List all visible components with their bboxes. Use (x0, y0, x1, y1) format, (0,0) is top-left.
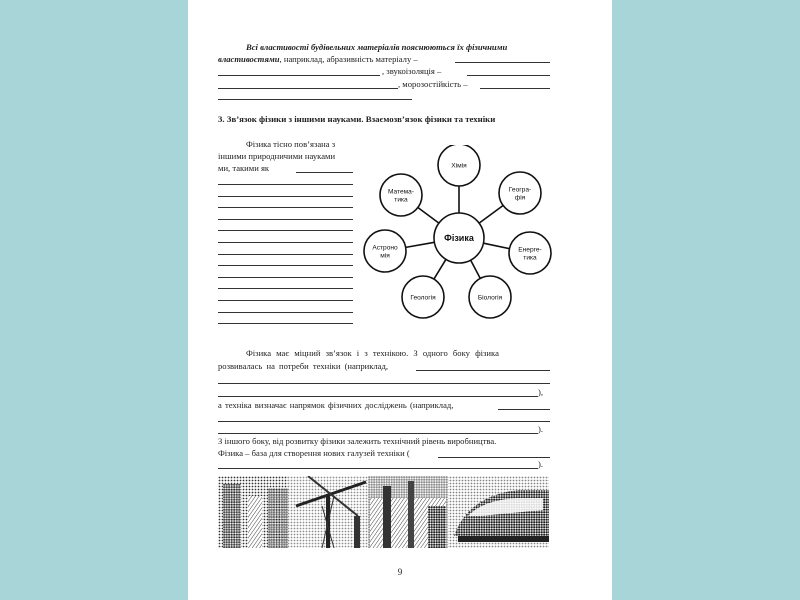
tech-p1-line-2: розвивалась на потреби техніки (наприклад, (218, 361, 389, 371)
blank-abrasion-cont[interactable] (218, 75, 380, 76)
node-label-biology: Біологія (477, 294, 503, 302)
tech-p3-line-1: З іншого боку, від розвитку фізики залежить технічний рівень виробництва. (218, 436, 497, 446)
answer-line[interactable] (218, 207, 353, 208)
answer-line[interactable] (218, 196, 353, 197)
construction-image (218, 476, 288, 548)
answer-line[interactable] (218, 312, 353, 313)
tech-p3-close: ). (538, 459, 544, 469)
intro-line-1: Всі властивості будівельних матеріалів пояснюються їх фізичними (246, 42, 508, 52)
blank-sciences-first[interactable] (296, 172, 353, 173)
intro-line-2 (218, 54, 418, 64)
node-label-mathematics: Матема- (387, 188, 415, 196)
blank-new-fields-cont[interactable] (218, 468, 538, 469)
answer-line[interactable] (218, 230, 353, 231)
tech-p2-line-1: а техніка визначає напрямок фізичних досліджень (наприклад, (218, 400, 454, 410)
blank-frost-cont[interactable] (218, 99, 412, 100)
physics-relations-diagram (355, 145, 555, 335)
intro-line-4: , морозостійкість – (398, 79, 468, 89)
connector-geology (434, 259, 446, 279)
node-label-energetics: тика (523, 254, 537, 262)
blank-tech-example-2[interactable] (498, 409, 550, 410)
answer-line[interactable] (218, 219, 353, 220)
blank-frost[interactable] (480, 88, 550, 89)
blank-soundproof-cont[interactable] (218, 88, 398, 89)
blank-abrasion[interactable] (455, 62, 550, 63)
section-3-heading: 3. Зв’язок фізики з іншими науками. Взаємозв’язок фізики та техніки (218, 114, 496, 124)
intro-line-2-text: , наприклад, абразивність матеріалу – (279, 54, 418, 64)
technology-photos-svg (218, 476, 549, 548)
blank-tech-example-2-cont[interactable] (218, 421, 550, 422)
connector-geography (479, 205, 503, 223)
intro-line-3: , звукоізоляція – (382, 66, 442, 76)
train-image (448, 476, 549, 548)
answer-line[interactable] (218, 323, 353, 324)
left-text-line-3: ми, такими як (218, 163, 270, 173)
blank-tech-example-2-cont2[interactable] (218, 433, 538, 434)
tech-p2-close: ). (538, 424, 544, 434)
answer-line[interactable] (218, 277, 353, 278)
technology-photo-strip (218, 476, 549, 548)
node-label-astronomy: мія (380, 252, 390, 260)
answer-line[interactable] (218, 254, 353, 255)
blank-new-fields[interactable] (438, 457, 550, 458)
answer-line[interactable] (218, 184, 353, 185)
tech-p1-line-1: Фізика має міцний зв’язок і з технікою. З одного боку фізика (246, 348, 499, 358)
answer-line[interactable] (218, 242, 353, 243)
node-label-chemistry: Хімія (451, 162, 467, 170)
industrial-plant-image (368, 476, 448, 548)
answer-line[interactable] (218, 265, 353, 266)
tech-p1-close: ), (538, 387, 544, 397)
node-label-geography: Геогра- (508, 186, 532, 194)
blank-tech-example-1-cont[interactable] (218, 383, 550, 384)
center-label: Фізика (444, 233, 474, 243)
blank-soundproof[interactable] (467, 75, 550, 76)
node-label-energetics: Енерге- (518, 246, 542, 254)
node-label-geography: фія (514, 194, 526, 202)
blank-tech-example-1-cont2[interactable] (218, 396, 538, 397)
connector-energetics (483, 243, 509, 248)
node-label-astronomy: Астроно (372, 244, 398, 252)
answer-line[interactable] (218, 300, 353, 301)
diagram-svg (355, 145, 555, 335)
left-text-line-1: Фізика тісно пов’язана з (246, 139, 336, 149)
left-text-line-2: іншими природничими науками (218, 151, 336, 161)
crane-image (288, 476, 368, 548)
intro-bold-term: властивостями (218, 54, 280, 64)
node-label-mathematics: тика (394, 196, 408, 204)
connector-astronomy (406, 242, 435, 247)
tech-p3-line-2: Фізика – база для створення нових галузей техніки ( (218, 448, 410, 458)
connector-mathematics (418, 208, 439, 224)
connector-biology (471, 260, 481, 278)
page-number: 9 (397, 567, 403, 577)
node-label-geology: Геологія (410, 294, 436, 302)
blank-tech-example-1[interactable] (416, 370, 550, 371)
answer-line[interactable] (218, 288, 353, 289)
